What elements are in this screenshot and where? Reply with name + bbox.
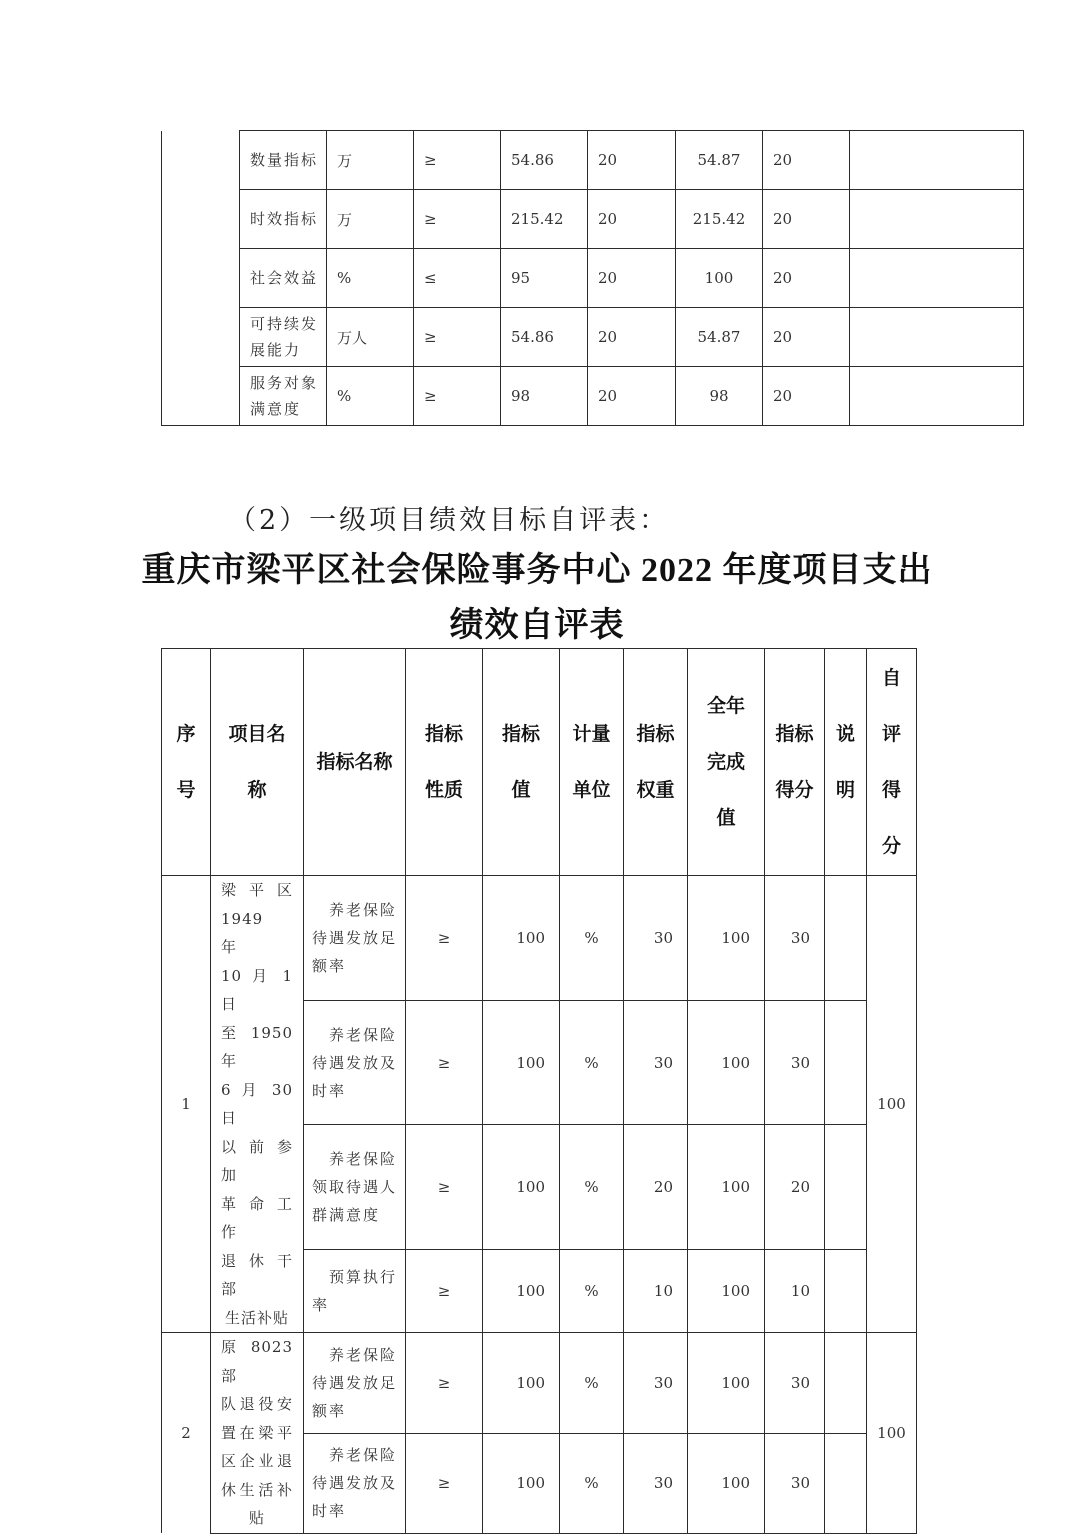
- operator-cell: ≥: [414, 131, 501, 190]
- text-line: 指标: [775, 723, 814, 745]
- column-header: [162, 649, 211, 876]
- text-line: 置在梁平: [221, 1423, 293, 1442]
- text-line: 队退役安: [221, 1395, 293, 1413]
- indicator-label: [240, 367, 327, 426]
- score-cell: 20: [763, 308, 850, 367]
- project-self-evaluation-table: [161, 648, 917, 1534]
- score-cell: 20: [763, 249, 850, 308]
- text-line: 时率: [312, 1502, 347, 1521]
- self-eval-total: 100: [867, 876, 917, 1333]
- column-header: [304, 649, 406, 876]
- indicator-value: 100: [483, 1333, 560, 1434]
- text-line: 时效指标: [250, 210, 319, 228]
- indicator-nature: ≥: [406, 1001, 483, 1125]
- text-line: 1949 年: [221, 909, 280, 956]
- indicator-nature: ≥: [406, 1433, 483, 1533]
- indicator-nature: ≥: [406, 1124, 483, 1249]
- text-line: 数量指标: [250, 151, 319, 169]
- indicator-weight: 30: [624, 1433, 688, 1533]
- text-line: 权重: [636, 779, 675, 801]
- text-line: 指标: [636, 723, 675, 745]
- column-header: [560, 649, 624, 876]
- operator-cell: ≥: [414, 367, 501, 426]
- note-cell: [825, 1250, 867, 1333]
- indicator-score: 10: [765, 1250, 825, 1333]
- text-line: 展能力: [250, 341, 302, 359]
- table-row: [162, 1333, 917, 1434]
- indicator-weight: 30: [624, 1333, 688, 1434]
- text-line: 得分: [775, 779, 814, 801]
- text-line: 梁 平 区: [221, 881, 293, 899]
- indicator-name: [304, 1433, 406, 1533]
- operator-cell: ≥: [414, 190, 501, 249]
- project-seq: 2: [162, 1333, 211, 1534]
- indicator-name: [304, 1333, 406, 1434]
- weight-cell: 20: [588, 190, 676, 249]
- text-line: 称: [247, 779, 267, 801]
- indicator-name: [304, 876, 406, 1001]
- weight-cell: 20: [588, 367, 676, 426]
- text-line: 10 月 1 日: [221, 966, 293, 1013]
- text-line: 评: [881, 723, 901, 745]
- indicator-nature: ≥: [406, 1250, 483, 1333]
- weight-cell: 20: [588, 308, 676, 367]
- text-line: 社会效益: [250, 269, 319, 287]
- target-value-cell: 98: [501, 367, 588, 426]
- table-row: [162, 308, 1024, 367]
- unit-cell: 万人: [327, 308, 414, 367]
- note-cell: [850, 131, 1024, 190]
- note-cell: [850, 308, 1024, 367]
- indicator-name: [304, 1250, 406, 1333]
- indicator-score: 30: [765, 1001, 825, 1125]
- indicator-value: 100: [483, 1250, 560, 1333]
- actual-value-cell: 100: [676, 249, 763, 308]
- indicator-nature: ≥: [406, 876, 483, 1001]
- indicator-score: 30: [765, 1333, 825, 1434]
- text-line: 贴: [248, 1509, 265, 1527]
- actual-value-cell: 54.87: [676, 131, 763, 190]
- column-header: [624, 649, 688, 876]
- note-cell: [850, 367, 1024, 426]
- text-line: 时率: [312, 1081, 347, 1100]
- operator-cell: ≤: [414, 249, 501, 308]
- indicator-value: 100: [483, 1433, 560, 1533]
- indicator-name: [304, 1124, 406, 1249]
- text-line: 完成: [706, 751, 745, 773]
- text-line: 养老保险: [312, 1345, 398, 1364]
- indicator-label: [240, 190, 327, 249]
- text-line: 可持续发: [250, 315, 319, 333]
- text-line: 休生活补: [221, 1480, 293, 1499]
- actual-value-cell: 54.87: [676, 308, 763, 367]
- measure-unit: %: [560, 1333, 624, 1434]
- indicator-name: [304, 1001, 406, 1125]
- text-line: 额率: [312, 957, 347, 976]
- text-line: 养老保险: [312, 1149, 398, 1168]
- column-header: [483, 649, 560, 876]
- table-row: [162, 876, 917, 1001]
- annual-actual: 100: [688, 876, 765, 1001]
- text-line: 满意度: [250, 400, 302, 418]
- annual-actual: 100: [688, 1124, 765, 1249]
- text-line: 待遇发放足: [312, 1373, 398, 1392]
- text-line: 项目名: [228, 723, 286, 745]
- indicator-score: 30: [765, 876, 825, 1001]
- note-cell: [850, 249, 1024, 308]
- text-line: 单位: [572, 779, 611, 801]
- unit-cell: 万: [327, 190, 414, 249]
- annual-actual: 100: [688, 1433, 765, 1533]
- weight-cell: 20: [588, 249, 676, 308]
- section-heading: （2）一级项目绩效目标自评表：: [229, 505, 670, 536]
- text-line: 率: [312, 1296, 330, 1314]
- indicator-weight: 30: [624, 1001, 688, 1125]
- annual-actual: 100: [688, 1001, 765, 1125]
- note-cell: [825, 1124, 867, 1249]
- indicator-label: [240, 308, 327, 367]
- table-row: [162, 131, 1024, 190]
- text-line: 指标名称: [316, 751, 393, 773]
- table-row: [162, 249, 1024, 308]
- indicator-weight: 10: [624, 1250, 688, 1333]
- measure-unit: %: [560, 1001, 624, 1125]
- page-title-line1: 重庆市梁平区社会保险事务中心 2022 年度项目支出: [141, 552, 933, 589]
- text-line: 原 8023 部: [221, 1338, 293, 1385]
- text-line: 群满意度: [312, 1205, 381, 1224]
- column-header: [688, 649, 765, 876]
- text-line: 明: [835, 779, 855, 801]
- column-header: [211, 649, 304, 876]
- target-value-cell: 54.86: [501, 131, 588, 190]
- text-line: 指标: [501, 723, 540, 745]
- text-line: 养老保险: [312, 1025, 398, 1044]
- indicator-value: 100: [483, 1001, 560, 1125]
- indicator-weight: 30: [624, 876, 688, 1001]
- indicator-table-continued: [161, 130, 1024, 426]
- text-line: 额率: [312, 1401, 347, 1420]
- column-header: [867, 649, 917, 876]
- text-line: 全年: [706, 695, 745, 717]
- unit-cell: 万: [327, 131, 414, 190]
- text-line: 值: [511, 779, 531, 801]
- note-cell: [825, 1333, 867, 1434]
- text-line: 养老保险: [312, 901, 398, 920]
- text-line: 以 前 参 加: [221, 1137, 293, 1184]
- indicator-value: 100: [483, 1124, 560, 1249]
- text-line: 待遇发放及: [312, 1474, 398, 1493]
- blank-category-cell: [162, 131, 240, 426]
- text-line: 退 休 干 部: [221, 1251, 293, 1298]
- column-header: [765, 649, 825, 876]
- indicator-nature: ≥: [406, 1333, 483, 1434]
- text-line: 预算执行: [312, 1268, 398, 1286]
- text-line: 6 月 30 日: [221, 1080, 293, 1127]
- unit-cell: %: [327, 249, 414, 308]
- text-line: 生活补贴: [224, 1308, 289, 1327]
- actual-value-cell: 215.42: [676, 190, 763, 249]
- table-row: [162, 367, 1024, 426]
- text-line: 待遇发放及: [312, 1053, 398, 1072]
- score-cell: 20: [763, 131, 850, 190]
- measure-unit: %: [560, 876, 624, 1001]
- text-line: 值: [716, 807, 736, 829]
- note-cell: [825, 1001, 867, 1125]
- text-line: 得: [881, 779, 901, 801]
- text-line: 说: [835, 723, 855, 745]
- measure-unit: %: [560, 1250, 624, 1333]
- score-cell: 20: [763, 367, 850, 426]
- indicator-score: 30: [765, 1433, 825, 1533]
- text-line: 养老保险: [312, 1446, 398, 1465]
- text-line: 分: [881, 835, 901, 857]
- column-header: [825, 649, 867, 876]
- project-seq: 1: [162, 876, 211, 1333]
- self-eval-total: 100: [867, 1333, 917, 1534]
- text-line: 自: [881, 667, 901, 689]
- text-line: 待遇发放足: [312, 929, 398, 948]
- measure-unit: %: [560, 1124, 624, 1249]
- target-value-cell: 95: [501, 249, 588, 308]
- column-header: [406, 649, 483, 876]
- table-row: [162, 190, 1024, 249]
- operator-cell: ≥: [414, 308, 501, 367]
- weight-cell: 20: [588, 131, 676, 190]
- actual-value-cell: 98: [676, 367, 763, 426]
- text-line: 计量: [572, 723, 611, 745]
- text-line: 服务对象: [250, 374, 319, 392]
- note-cell: [825, 1433, 867, 1533]
- measure-unit: %: [560, 1433, 624, 1533]
- indicator-score: 20: [765, 1124, 825, 1249]
- text-line: 号: [176, 779, 196, 801]
- note-cell: [850, 190, 1024, 249]
- target-value-cell: 215.42: [501, 190, 588, 249]
- target-value-cell: 54.86: [501, 308, 588, 367]
- annual-actual: 100: [688, 1250, 765, 1333]
- text-line: 序: [176, 723, 196, 745]
- project-name: [211, 876, 304, 1333]
- project-name: [211, 1333, 304, 1534]
- text-line: 区企业退: [221, 1452, 293, 1470]
- indicator-weight: 20: [624, 1124, 688, 1249]
- indicator-label: [240, 249, 327, 308]
- text-line: 革 命 工 作: [221, 1194, 293, 1241]
- unit-cell: %: [327, 367, 414, 426]
- indicator-value: 100: [483, 876, 560, 1001]
- text-line: 领取待遇人: [312, 1177, 398, 1196]
- text-line: 至 1950 年: [221, 1023, 293, 1070]
- indicator-label: [240, 131, 327, 190]
- text-line: 指标: [424, 723, 463, 745]
- note-cell: [825, 876, 867, 1001]
- text-line: 性质: [424, 779, 463, 801]
- score-cell: 20: [763, 190, 850, 249]
- page-title-line2: 绩效自评表: [449, 607, 625, 644]
- annual-actual: 100: [688, 1333, 765, 1434]
